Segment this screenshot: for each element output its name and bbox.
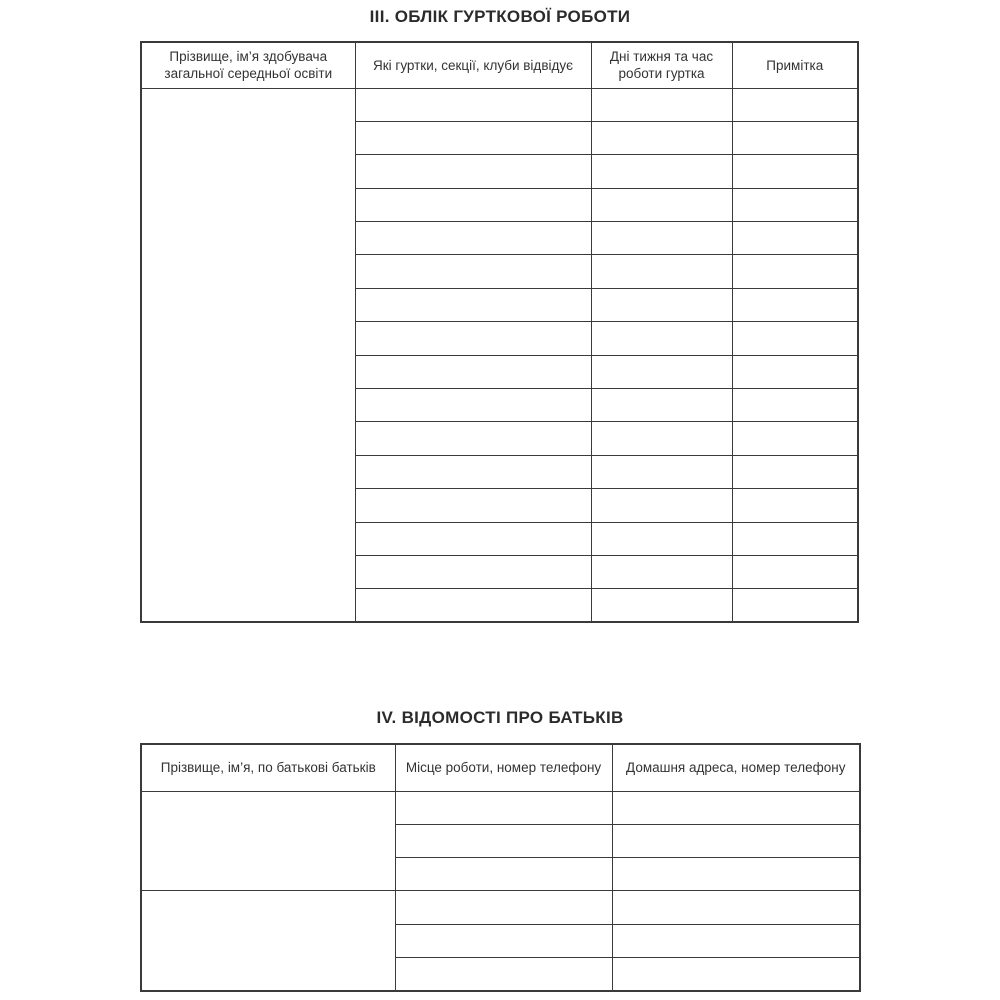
schedule-cell[interactable] — [591, 355, 732, 388]
note-cell[interactable] — [732, 355, 858, 388]
club-cell[interactable] — [355, 355, 591, 388]
work-cell[interactable] — [395, 924, 612, 957]
club-cell[interactable] — [355, 589, 591, 622]
club-cell[interactable] — [355, 522, 591, 555]
note-cell[interactable] — [732, 255, 858, 288]
note-cell[interactable] — [732, 88, 858, 121]
work-cell[interactable] — [395, 824, 612, 857]
club-cell[interactable] — [355, 88, 591, 121]
parent-name-cell[interactable] — [141, 791, 395, 891]
work-cell[interactable] — [395, 791, 612, 824]
schedule-cell[interactable] — [591, 455, 732, 488]
table-header-row — [141, 744, 860, 791]
note-cell[interactable] — [732, 155, 858, 188]
club-cell[interactable] — [355, 489, 591, 522]
note-cell[interactable] — [732, 222, 858, 255]
club-cell[interactable] — [355, 155, 591, 188]
address-cell[interactable] — [612, 891, 860, 924]
note-cell[interactable] — [732, 422, 858, 455]
header-address: Домашня адреса, номер телефону — [612, 744, 860, 791]
table-row — [141, 88, 858, 121]
note-cell[interactable] — [732, 188, 858, 221]
note-cell[interactable] — [732, 555, 858, 588]
club-cell[interactable] — [355, 555, 591, 588]
schedule-cell[interactable] — [591, 589, 732, 622]
address-cell[interactable] — [612, 791, 860, 824]
club-cell[interactable] — [355, 422, 591, 455]
schedule-cell[interactable] — [591, 155, 732, 188]
work-cell[interactable] — [395, 858, 612, 891]
schedule-cell[interactable] — [591, 389, 732, 422]
club-work-table-body — [141, 88, 858, 622]
work-cell[interactable] — [395, 957, 612, 990]
club-cell[interactable] — [355, 288, 591, 321]
address-cell[interactable] — [612, 957, 860, 990]
note-cell[interactable] — [732, 489, 858, 522]
schedule-cell[interactable] — [591, 222, 732, 255]
schedule-cell[interactable] — [591, 555, 732, 588]
parents-info-table — [140, 743, 861, 992]
header-work: Місце роботи, номер телефону — [395, 744, 612, 791]
parent-name-cell[interactable] — [141, 891, 395, 991]
schedule-cell[interactable] — [591, 522, 732, 555]
table-row — [141, 791, 860, 824]
header-student-name: Прізвище, ім’я здобувача загальної середньої освіти — [141, 42, 355, 88]
club-cell[interactable] — [355, 255, 591, 288]
table-row — [141, 891, 860, 924]
schedule-cell[interactable] — [591, 88, 732, 121]
note-cell[interactable] — [732, 455, 858, 488]
work-cell[interactable] — [395, 891, 612, 924]
address-cell[interactable] — [612, 824, 860, 857]
note-cell[interactable] — [732, 288, 858, 321]
note-cell[interactable] — [732, 121, 858, 154]
schedule-cell[interactable] — [591, 322, 732, 355]
note-cell[interactable] — [732, 522, 858, 555]
section-3-title: III. ОБЛІК ГУРТКОВОЇ РОБОТИ — [369, 7, 631, 26]
club-cell[interactable] — [355, 389, 591, 422]
schedule-cell[interactable] — [591, 489, 732, 522]
club-cell[interactable] — [355, 121, 591, 154]
note-cell[interactable] — [732, 389, 858, 422]
section-4-title: IV. ВІДОМОСТІ ПРО БАТЬКІВ — [376, 708, 624, 727]
schedule-cell[interactable] — [591, 422, 732, 455]
club-work-table — [140, 41, 859, 623]
club-cell[interactable] — [355, 455, 591, 488]
student-name-cell[interactable] — [141, 88, 355, 622]
parents-info-table-body — [141, 791, 860, 991]
header-note: Примітка — [732, 42, 858, 88]
header-parent-name: Прізвище, ім’я, по батькові батьків — [141, 744, 395, 791]
note-cell[interactable] — [732, 589, 858, 622]
address-cell[interactable] — [612, 924, 860, 957]
club-cell[interactable] — [355, 188, 591, 221]
schedule-cell[interactable] — [591, 288, 732, 321]
header-clubs: Які гуртки, секції, клуби відвідує — [355, 42, 591, 88]
note-cell[interactable] — [732, 322, 858, 355]
club-cell[interactable] — [355, 322, 591, 355]
schedule-cell[interactable] — [591, 188, 732, 221]
table-header-row — [141, 42, 858, 88]
club-cell[interactable] — [355, 222, 591, 255]
schedule-cell[interactable] — [591, 255, 732, 288]
schedule-cell[interactable] — [591, 121, 732, 154]
address-cell[interactable] — [612, 858, 860, 891]
header-schedule: Дні тижня та час роботи гуртка — [591, 42, 732, 88]
